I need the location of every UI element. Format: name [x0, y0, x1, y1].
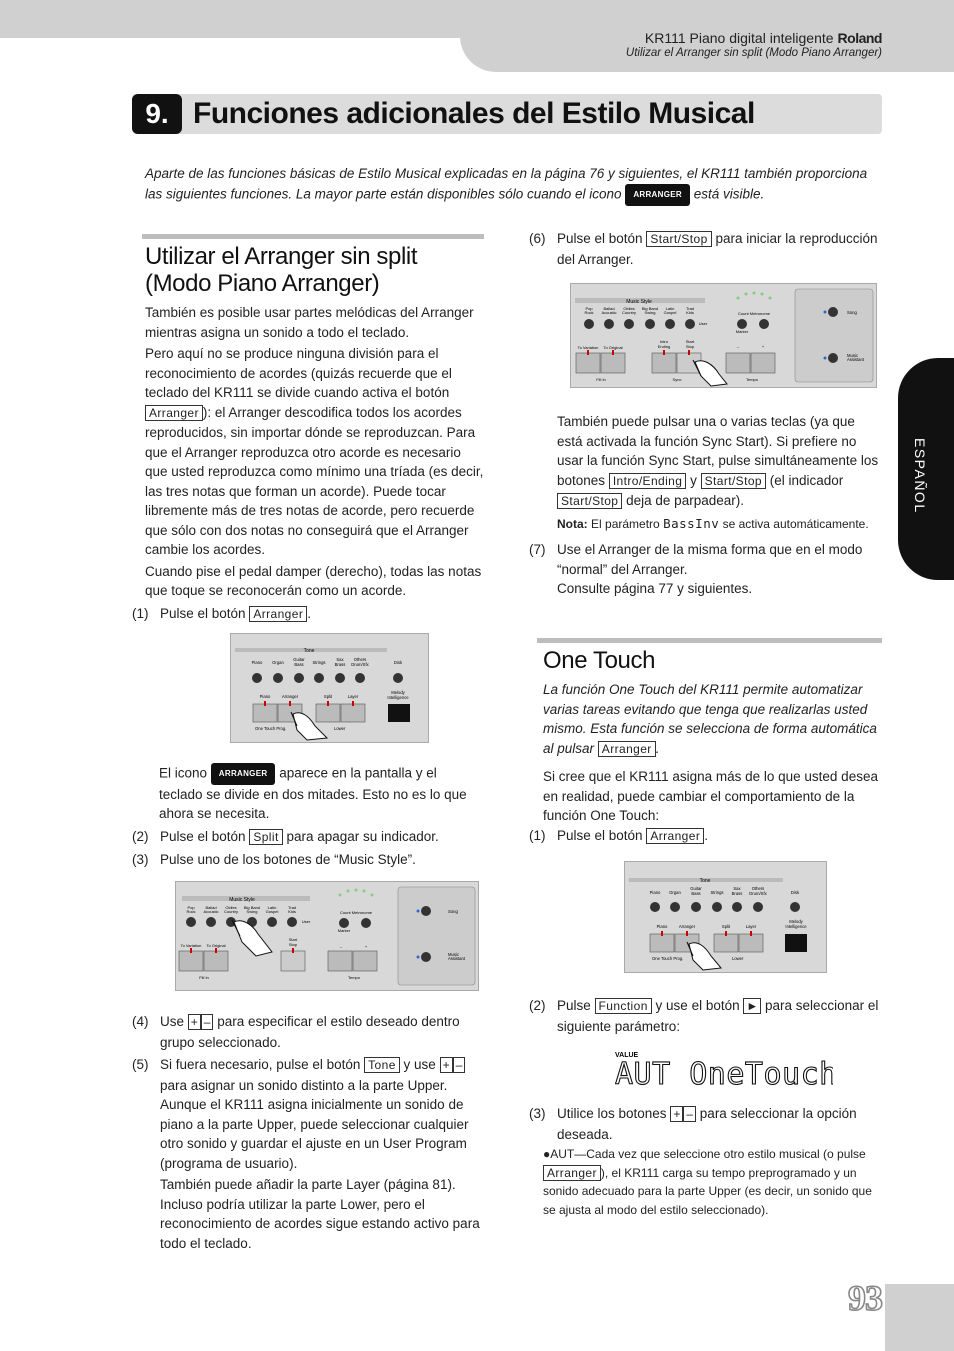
step-2: (2) Pulse el botón Split para apagar su indicador. [132, 828, 439, 844]
svg-text:Start: Start [288, 937, 298, 942]
left-column-mid [132, 763, 484, 870]
paragraph: La función One Touch del KR111 permite automatizar varias tareas evitando que tenga que realizarlas usted mismo. Esta función se selecciona de forma automática al pulsar Arranger . [543, 682, 877, 756]
svg-text:Strings: Strings [710, 890, 724, 895]
svg-text:To Variation: To Variation [577, 345, 599, 350]
svg-text:Big Band: Big Band [641, 306, 659, 311]
start-stop-button-label: Start/Stop [646, 231, 711, 247]
plus-button-label: + [188, 1014, 201, 1030]
lcd-display [613, 1048, 833, 1093]
svg-text:Count Metronome: Count Metronome [737, 311, 771, 316]
start-stop-button-label: Start/Stop [557, 493, 622, 509]
chapter-title: Funciones adicionales del Estilo Musical [193, 97, 755, 130]
arranger-button-label: Arranger [646, 828, 704, 844]
svg-text:Music Style: Music Style [626, 299, 652, 305]
svg-text:Latin: Latin [665, 306, 675, 311]
intro-ending-button-label: Intro/Ending [609, 473, 687, 489]
svg-text:Trad: Trad [685, 306, 695, 311]
right-column-mid [529, 412, 881, 599]
svg-text:Count Metronome: Count Metronome [339, 910, 373, 915]
svg-text:Swing: Swing [644, 310, 656, 315]
paragraph: También es posible usar partes melódicas del Arranger mientras asigna un sonido a todo el teclado. [145, 305, 474, 340]
section-bar [537, 638, 882, 643]
paragraph: El icono ARRANGER aparece en la pantalla y el teclado se divide en dos mitades. Esto no es lo que ahora se necesita. [159, 763, 484, 824]
svg-text:Piano: Piano [649, 890, 661, 895]
lcd-value-label: VALUE [615, 1052, 639, 1059]
left-column [132, 234, 484, 624]
svg-text:Ending: Ending [657, 344, 671, 349]
arranger-button-label: Arranger [145, 405, 203, 421]
start-stop-button-label: Start/Stop [701, 473, 766, 489]
svg-text:Gospel: Gospel [265, 909, 279, 914]
svg-text:Disk: Disk [790, 890, 800, 895]
tone-header: Tone [303, 648, 315, 654]
step-1: (1) Pulse el botón Arranger . [132, 605, 311, 621]
arranger-button-label: Arranger [249, 606, 307, 622]
svg-text:Assistant: Assistant [448, 956, 465, 961]
svg-text:Acoustic: Acoustic [601, 310, 617, 315]
svg-text:Kids: Kids [686, 310, 694, 315]
step-4: (4) Use + – para especificar el estilo deseado dentro grupo seleccionado. [132, 1014, 460, 1050]
svg-text:Lower: Lower [732, 956, 744, 961]
svg-text:Rock: Rock [186, 909, 196, 914]
svg-text:Oldies: Oldies [623, 306, 635, 311]
svg-text:Guitar: Guitar [690, 886, 702, 891]
product-name: KR111 Piano digital inteligente [644, 30, 834, 46]
svg-text:Ballad: Ballad [603, 306, 615, 311]
note: Nota: El parámetro BassInv se activa automáticamente. [557, 515, 869, 531]
arranger-badge: ARRANGER [625, 184, 690, 206]
svg-text:Piano: Piano [251, 660, 263, 665]
one-touch-step3 [529, 1104, 881, 1219]
svg-text:Marker: Marker [735, 329, 749, 334]
svg-text:One Touch Prog.: One Touch Prog. [652, 956, 684, 961]
svg-text:Disk: Disk [393, 660, 403, 665]
svg-text:Tone: Tone [699, 878, 711, 884]
language-tab [898, 358, 954, 580]
step-5: (5) Si fuera necesario, pulse el botón Tone y use + – para asignar un sonido distinto a la parte Upper. Aunque el KR111 asigna inicialmente un sonido de piano a la parte Upper, puede seleccionar cualquier otro sonido y guardar el ajuste en un User Program (programa de usuario). También puede añadir la parte Layer (página 81). Incluso podría utilizar la parte Lower, pero el reconocimiento de acordes sigue estando activo para todo el teclado. [132, 1055, 486, 1253]
svg-text:Intro: Intro [659, 339, 669, 344]
svg-text:Split: Split [323, 694, 333, 699]
svg-text:Fill In: Fill In [199, 975, 209, 980]
split-button-label: Split [249, 829, 282, 845]
arranger-badge: ARRANGER [211, 763, 276, 785]
svg-text:Intelligence: Intelligence [387, 695, 409, 700]
header-title [645, 30, 882, 46]
svg-text:–: – [736, 344, 740, 349]
paragraph: Si cree que el KR111 asigna más de lo que usted desea en realidad, puede cambiar el comportamiento de la función One Touch: [543, 769, 878, 823]
plus-button-label: + [440, 1057, 453, 1073]
svg-text:Pop: Pop [187, 905, 195, 910]
ot-step-2: (2) Pulse Function y use el botón ► para seleccionar el siguiente parámetro: [529, 998, 879, 1034]
arranger-button-label: Arranger [543, 1165, 601, 1181]
svg-text:Organ: Organ [272, 660, 284, 665]
svg-text:Lower: Lower [334, 726, 346, 731]
intro-text: Aparte de las funciones básicas de Estilo Musical explicadas en la página 76 y siguientes, el KR111 también proporciona las siguientes funciones. La mayor parte están disponibles sólo cuando el icono [145, 166, 868, 202]
section-title: One Touch [543, 647, 656, 674]
svg-text:Rock: Rock [584, 310, 594, 315]
page-number: 93 [848, 1278, 882, 1318]
paragraph: Cuando pise el pedal damper (derecho), todas las notas que toque se reconocerán como un acorde. [145, 563, 482, 598]
svg-text:Arranger: Arranger [281, 694, 299, 699]
svg-text:To Original: To Original [603, 345, 623, 350]
svg-text:Big Band: Big Band [243, 905, 261, 910]
step-6: (6) Pulse el botón Start/Stop para iniciar la reproducción del Arranger. [529, 231, 878, 267]
arranger-button-label: Arranger [598, 741, 656, 757]
svg-text:Drum/Sfx: Drum/Sfx [351, 662, 369, 667]
svg-text:+: + [761, 344, 765, 349]
svg-text:Melody: Melody [391, 690, 405, 695]
svg-text:One Touch Prog.: One Touch Prog. [255, 726, 287, 731]
svg-text:Swing: Swing [246, 909, 258, 914]
aut-option: ●AUT—Cada vez que seleccione otro estilo musical (o pulse Arranger ), el KR111 carga su tempo preprogramado y un sonido adecuado para la parte Upper (es decir, un sonido que se ajusta al modo del estilo seleccionado). [543, 1147, 872, 1217]
svg-text:Melody: Melody [789, 919, 803, 924]
svg-text:Brass: Brass [334, 662, 346, 667]
minus-button-label: – [683, 1106, 696, 1122]
header-subtitle: Utilizar el Arranger sin split (Modo Piano Arranger) [625, 47, 882, 59]
page-header [0, 0, 954, 72]
function-button-label: Function [595, 998, 652, 1014]
svg-text:Guitar: Guitar [293, 657, 305, 662]
svg-text:–: – [339, 944, 343, 949]
ot-step-1: (1) Pulse el botón Arranger . [529, 828, 708, 843]
svg-text:Layer: Layer [347, 694, 359, 699]
svg-text:To Variation: To Variation [180, 943, 202, 948]
svg-text:Music Style: Music Style [229, 897, 255, 903]
svg-text:Arranger: Arranger [678, 924, 696, 929]
svg-text:Country: Country [223, 909, 239, 914]
svg-text:Organ: Organ [669, 890, 681, 895]
svg-text:Drum/Sfx: Drum/Sfx [749, 891, 767, 896]
one-touch-step2 [529, 996, 881, 1036]
svg-text:Others: Others [751, 886, 765, 891]
svg-text:Brass: Brass [731, 891, 743, 896]
svg-text:Fill In: Fill In [596, 377, 606, 382]
plus-button-label: + [670, 1106, 683, 1122]
style-panel-illustration [175, 881, 479, 991]
paragraph: También puede pulsar una o varias teclas (ya que está activada la función Sync Start). Si prefiere no usar la función Sync Start, pulse simultáneamente los botones Intro/Ending y Start/Stop (el indicador Start/Stop deja de parpadear). [557, 414, 879, 508]
svg-text:Split: Split [721, 924, 731, 929]
left-column-bottom [132, 1012, 486, 1253]
svg-text:Bass: Bass [691, 891, 701, 896]
svg-text:Acoustic: Acoustic [203, 909, 219, 914]
brand-name: Roland [837, 30, 882, 46]
page-number-box [885, 1284, 954, 1351]
svg-text:Stop: Stop [288, 942, 298, 947]
chapter-number: 9. [132, 94, 182, 134]
paragraph: Pero aquí no se produce ninguna división para el reconocimiento de acordes (quizás recuerde que el teclado del KR111 se divide cuando activa el botón Arranger ): el Arranger descodifica todos los acordes reproducidos, sin importar dónde se reproduzcan. Para que el Arranger reproduzca otro acorde es necesario que usted reproduzca como mínimo una tríada (es decir, las tres notas que forman un acorde). Puede tocar libremente más de tres notas de acorde, pero recuerde que sólo con dos notas no conseguirá que el Arranger cambie los acordes. [145, 346, 484, 557]
svg-text:Music: Music [448, 952, 459, 957]
right-column-top [529, 229, 881, 269]
svg-text:Assistant: Assistant [847, 357, 864, 362]
minus-button-label: – [201, 1014, 214, 1030]
svg-text:Intelligence: Intelligence [785, 924, 807, 929]
svg-text:Oldies: Oldies [225, 905, 237, 910]
lcd-text: AUT OneTouch [615, 1057, 833, 1088]
section-title: Utilizar el Arranger sin split (Modo Piano Arranger) [145, 243, 418, 297]
svg-text:Pop: Pop [585, 306, 593, 311]
svg-text:Sax: Sax [336, 657, 344, 662]
paragraph: Aunque el KR111 asigna inicialmente un sonido de piano a la parte Upper, puede seleccionar cualquier otro sonido y guardar el ajuste en un User Program (programa de usuario). [160, 1097, 469, 1171]
svg-text:Piano: Piano [656, 924, 668, 929]
svg-text:Stop: Stop [685, 344, 695, 349]
svg-text:Gospel: Gospel [663, 310, 677, 315]
intro-text-end: está visible. [693, 186, 765, 202]
svg-text:Layer: Layer [745, 924, 757, 929]
step-7: (7) Use el Arranger de la misma forma que en el modo “normal” del Arranger. Consulte página 77 y siguientes. [529, 542, 863, 596]
one-touch-section [537, 638, 882, 826]
svg-text:Sax: Sax [733, 886, 741, 891]
style-panel-illustration-2 [570, 283, 877, 388]
svg-text:User: User [698, 321, 708, 326]
right-arrow-icon: ► [743, 998, 761, 1014]
chapter-intro [145, 164, 883, 206]
svg-text:Marker: Marker [337, 928, 351, 933]
svg-text:Tempo: Tempo [745, 377, 759, 382]
svg-text:Ballad: Ballad [205, 905, 217, 910]
svg-text:+: + [364, 944, 368, 949]
svg-text:Start: Start [685, 339, 695, 344]
svg-text:Strings: Strings [312, 660, 326, 665]
svg-text:Bass: Bass [294, 662, 304, 667]
svg-text:Latin: Latin [267, 905, 277, 910]
svg-text:User: User [301, 919, 311, 924]
svg-text:To Original: To Original [206, 943, 226, 948]
section-bar [142, 234, 484, 239]
minus-button-label: – [453, 1057, 466, 1073]
svg-text:Trad: Trad [287, 905, 297, 910]
svg-text:Others: Others [353, 657, 367, 662]
ot-step-3: (3) Utilice los botones + – para seleccionar la opción deseada. [529, 1106, 857, 1142]
tone-panel-illustration [230, 633, 429, 743]
tone-button-label: Tone [364, 1057, 400, 1073]
svg-text:Kids: Kids [288, 909, 296, 914]
one-touch-step1 [529, 826, 881, 847]
step-3: (3) Pulse uno de los botones de “Music Style”. [132, 852, 416, 867]
svg-text:Sync: Sync [672, 377, 682, 382]
svg-text:Country: Country [621, 310, 637, 315]
svg-text:Music: Music [847, 353, 858, 358]
tone-panel-illustration-2 [624, 861, 827, 973]
language-label: ESPAÑOL [912, 438, 928, 514]
lcd-parameter: BassInv [663, 515, 720, 531]
svg-text:Song: Song [448, 909, 458, 914]
svg-text:Piano: Piano [259, 694, 271, 699]
paragraph: También puede añadir la parte Layer (página 81). Incluso podría utilizar la parte Lower, pero el reconocimiento de acordes sigue estando activo para todo el teclado. [160, 1177, 480, 1251]
svg-text:Tempo: Tempo [347, 975, 361, 980]
svg-text:Song: Song [847, 310, 857, 315]
